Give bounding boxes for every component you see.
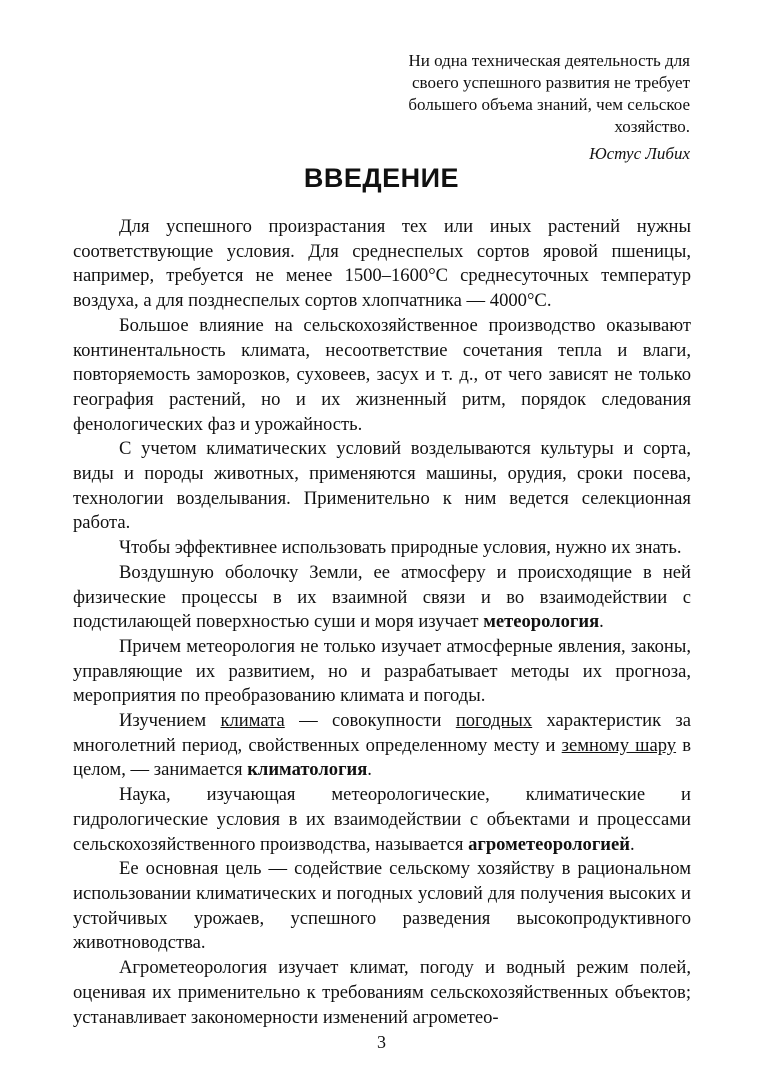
paragraph-text: Наука, изучающая метеорологические, климатические и гидрологические условия в их взаимодействии с объектами и процессами сельскохозяйственного производства, называется: [73, 784, 691, 855]
term-climatology: климатология: [247, 759, 368, 781]
paragraph: Агрометеорология изучает климат, погоду и водный режим полей, оценивая их применительно к требованиям сельскохозяйственных объектов; устанавливает закономерности изменений агрометео-: [73, 957, 691, 1028]
link-weather[interactable]: погодных: [455, 710, 533, 732]
term-meteorology: метеорология: [483, 611, 600, 633]
paragraph-agrometeorology: [73, 783, 691, 857]
body-text: [73, 215, 691, 1030]
paragraph-text: .: [629, 833, 635, 855]
epigraph-author: Юстус Либих: [589, 144, 690, 163]
paragraph: Ее основная цель — содействие сельскому хозяйству в рациональном использовании климатических и погодных условий для получения высоких и устойчивых урожаев, успешного разведения высокопродуктивного животноводства.: [73, 858, 691, 954]
paragraph-text: .: [599, 611, 604, 633]
epigraph: [380, 50, 690, 165]
paragraph-text: — совокупности: [284, 710, 456, 732]
paragraph-meteorology: [73, 561, 691, 635]
page-title: ВВЕДЕНИЕ: [303, 163, 460, 193]
term-agrometeorology: агрометеорологией: [468, 833, 630, 855]
paragraph: Для успешного произрастания тех или иных растений нужны соответствующие условия. Для среднеспелых сортов яровой пшеницы, например, требуется не менее 1500–1600°С среднесуточных температур воздуха, а для позднеспелых сортов хлопчатника — 4000°С.: [73, 216, 691, 312]
paragraph-text: Воздушную оболочку Земли, ее атмосферу и происходящие в ней физические процессы в их взаимной связи и во взаимодействии с подстилающей поверхностью суши и моря изучает: [73, 561, 691, 633]
paragraph: Большое влияние на сельскохозяйственное производство оказывают континентальность климата, несоответствие сочетания тепла и влаги, повторяемость заморозков, суховеев, засух и т. д., от чего зависят не только география растений, но и их жизненный ритм, порядок следования фенологических фаз и урожайность.: [73, 314, 691, 435]
link-climate[interactable]: климата: [220, 710, 285, 732]
epigraph-quote: Ни одна техническая деятельность для своего успешного развития не требует большего объема знаний, чем сельское хозяйство.: [408, 51, 690, 136]
paragraph: Чтобы эффективнее использовать природные условия, нужно их знать.: [119, 537, 682, 559]
paragraph: С учетом климатических условий возделываются культуры и сорта, виды и породы животных, применяются машины, орудия, сроки посева, технологии возделывания. Применительно к ним ведется селекционная работа.: [73, 438, 691, 534]
page-number: 3: [377, 1032, 386, 1052]
paragraph-text: Изучением: [119, 710, 221, 732]
paragraph: Причем метеорология не только изучает атмосферные явления, законы, управляющие их развитием, но и разрабатывает методы их прогноза, мероприятия по преобразованию климата и погоды.: [73, 635, 691, 707]
paragraph-text: в целом, — занимается: [73, 734, 691, 781]
link-globe[interactable]: земному шару: [561, 734, 677, 756]
paragraph-climatology: [73, 709, 691, 783]
paragraph-text: .: [367, 759, 372, 781]
paragraph-text: характеристик за многолетний период, свойственных определенному месту и: [73, 710, 691, 756]
